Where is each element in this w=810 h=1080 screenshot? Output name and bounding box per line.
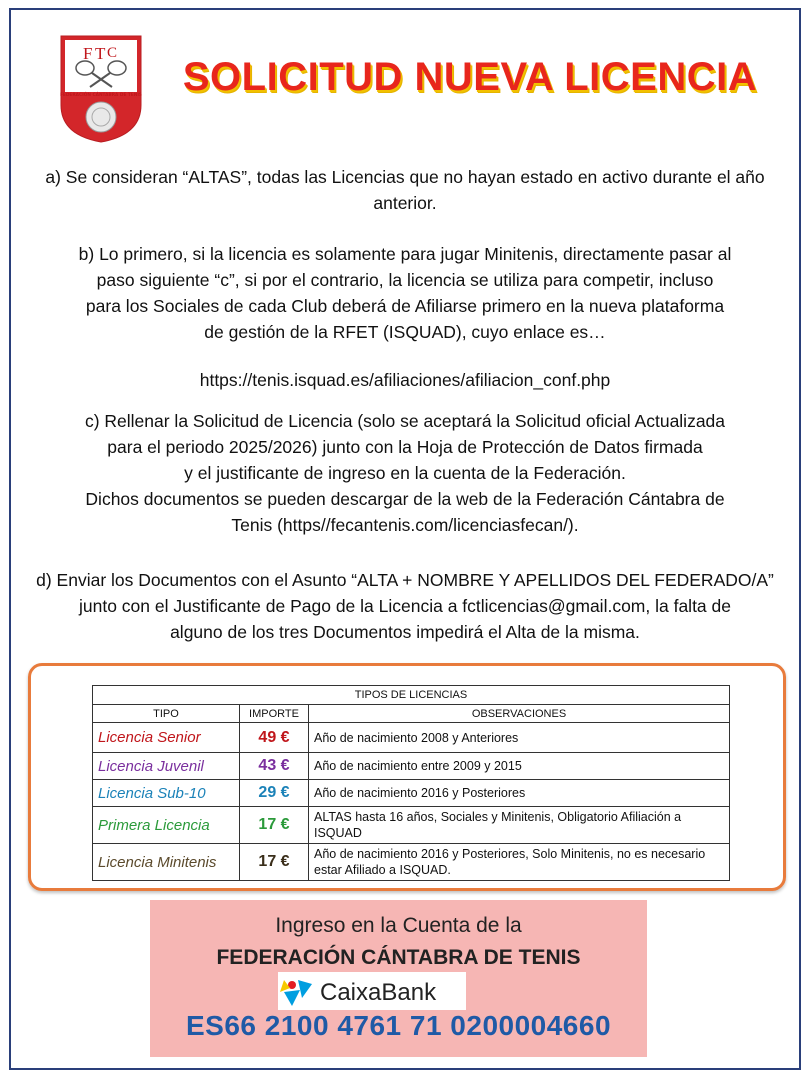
row-importe: 17 €	[240, 807, 309, 844]
row-importe: 49 €	[240, 723, 309, 753]
row-observaciones: Año de nacimiento entre 2009 y 2015	[309, 753, 730, 780]
bank-account-box	[150, 900, 647, 1057]
link-text[interactable]: https://tenis.isquad.es/afiliaciones/afiliacion_conf.php	[199, 370, 611, 390]
table-header-row	[93, 705, 730, 723]
iban-number: ES66 2100 4761 71 0200004660	[185, 1010, 612, 1041]
row-importe: 17 €	[240, 844, 309, 881]
row-importe: 43 €	[240, 753, 309, 780]
text-line: paso siguiente “c”, si por el contrario, la licencia se utiliza para competir, incluso	[96, 270, 714, 290]
svg-text:T: T	[95, 44, 106, 63]
paragraph-c	[20, 408, 790, 538]
bank-line-2: FEDERACIÓN CÁNTABRA DE TENIS	[216, 946, 581, 969]
row-observaciones: Año de nacimiento 2016 y Posteriores	[309, 780, 730, 807]
header-tipo: TIPO	[93, 705, 240, 723]
paragraph-d	[20, 567, 790, 645]
text-line: a) Se consideran “ALTAS”, todas las Licencias que no hayan estado en activo durante el año	[45, 167, 765, 187]
paragraph-a	[20, 164, 790, 216]
text-line: para los Sociales de cada Club deberá de Afiliarse primero en la nueva plataforma	[85, 296, 725, 316]
row-observaciones: Año de nacimiento 2016 y Posteriores, Solo Minitenis, no es necesario estar Afiliado a ISQUAD.	[309, 844, 730, 881]
table-row	[93, 844, 730, 881]
bank-line-1: Ingreso en la Cuenta de la	[275, 914, 522, 937]
row-observaciones: ALTAS hasta 16 años, Sociales y Minitenis, Obligatorio Afiliación a ISQUAD	[309, 807, 730, 844]
row-tipo: Licencia Juvenil	[93, 753, 240, 780]
text-line: b) Lo primero, si la licencia es solamente para jugar Minitenis, directamente pasar al	[78, 244, 732, 264]
isquad-link[interactable]	[20, 367, 790, 393]
text-line: d) Enviar los Documentos con el Asunto “ALTA + NOMBRE Y APELLIDOS DEL FEDERADO/A”	[36, 570, 774, 590]
logo-text: FEDERACIÓN CÁNTABRA DE TENIS	[60, 93, 142, 98]
row-tipo: Licencia Minitenis	[93, 844, 240, 881]
text-line: de gestión de la RFET (ISQUAD), cuyo enlace es…	[204, 322, 606, 342]
text-line: Dichos documentos se pueden descargar de la web de la Federación Cántabra de	[85, 489, 725, 509]
text-line: Tenis (https//fecantenis.com/licenciasfecan/).	[231, 515, 579, 535]
row-tipo: Primera Licencia	[93, 807, 240, 844]
svg-text:F: F	[83, 44, 93, 63]
caixabank-logo	[278, 972, 466, 1010]
row-tipo: Licencia Senior	[93, 723, 240, 753]
row-tipo: Licencia Sub-10	[93, 780, 240, 807]
text-line: alguno de los tres Documentos impedirá el Alta de la misma.	[170, 622, 640, 642]
row-observaciones: Año de nacimiento 2008 y Anteriores	[309, 723, 730, 753]
row-importe: 29 €	[240, 780, 309, 807]
table-caption: TIPOS DE LICENCIAS	[93, 686, 730, 705]
table-row	[93, 807, 730, 844]
paragraph-b	[20, 241, 790, 345]
license-table	[92, 685, 730, 881]
brand-text: CaixaBank	[320, 979, 437, 1006]
text-line: c) Rellenar la Solicitud de Licencia (solo se aceptará la Solicitud oficial Actualizada	[84, 411, 726, 431]
page-title: SOLICITUD NUEVA LICENCIA	[182, 55, 758, 99]
text-line: y el justificante de ingreso en la cuenta de la Federación.	[184, 463, 626, 483]
header-observaciones: OBSERVACIONES	[309, 705, 730, 723]
header-importe: IMPORTE	[240, 705, 309, 723]
text-line: junto con el Justificante de Pago de la Licencia a fctlicencias@gmail.com, la falta de	[78, 596, 731, 616]
text-line: anterior.	[373, 193, 437, 213]
table-row	[93, 753, 730, 780]
federation-logo	[60, 35, 142, 143]
table-row	[93, 723, 730, 753]
table-row	[93, 780, 730, 807]
text-line: para el periodo 2025/2026) junto con la Hoja de Protección de Datos firmada	[107, 437, 703, 457]
svg-text:C: C	[107, 45, 118, 61]
